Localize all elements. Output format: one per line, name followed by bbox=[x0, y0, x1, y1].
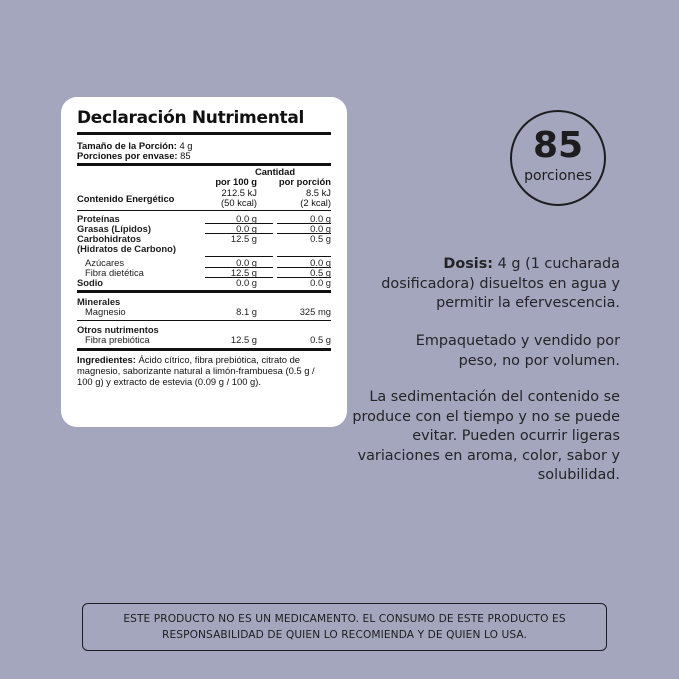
ingredients-label: Ingredientes: bbox=[77, 354, 136, 365]
row-label: Proteínas bbox=[77, 213, 120, 224]
dose-text bbox=[350, 255, 620, 314]
prebiotic-fiber-value-100g: 12.5 g bbox=[230, 334, 257, 345]
ingredients bbox=[77, 351, 331, 387]
energy-per-100g-kcal: (50 kcal) bbox=[221, 197, 257, 208]
row-label: Azúcares bbox=[85, 257, 125, 268]
header-per-portion: por porción bbox=[278, 176, 331, 187]
nutrient-row bbox=[77, 278, 331, 290]
dose-label: Dosis: bbox=[443, 256, 494, 272]
row-label: Grasas (Lípidos) bbox=[77, 223, 151, 234]
row-value-100g: 12.5 g bbox=[230, 267, 257, 278]
servings-label: Porciones por envase: bbox=[77, 150, 178, 161]
row-label: (Hidratos de Carbono) bbox=[77, 243, 176, 254]
servings-line bbox=[77, 151, 331, 161]
row-value-100g: 12.5 g bbox=[230, 233, 257, 244]
disclaimer-box bbox=[82, 603, 607, 651]
energy-per-portion-kj: 8.5 kJ bbox=[305, 187, 331, 198]
row-value-portion: 0.5 g bbox=[310, 267, 331, 278]
disclaimer-line-1: ESTE PRODUCTO NO ES UN MEDICAMENTO. EL CONSUMO DE ESTE PRODUCTO ES bbox=[123, 613, 566, 625]
serving-size-label: Tamaño de la Porción: bbox=[77, 140, 177, 151]
row-value-100g: 0.0 g bbox=[236, 223, 257, 234]
row-value-portion: 0.0 g bbox=[310, 277, 331, 288]
energy-label: Contenido Energético bbox=[77, 193, 175, 204]
magnesium-label: Magnesio bbox=[85, 306, 126, 317]
row-value-100g: 0.0 g bbox=[236, 277, 257, 288]
ingredients-text: Ácido cítrico, fibra prebiótica, citrato de magnesio, saborizante natural a limón-frambuesa (0.5 g / 100 g) y extracto de estevia (0.09 g / 100 g). bbox=[77, 354, 315, 387]
header-per-100g: por 100 g bbox=[215, 176, 257, 187]
prebiotic-fiber-row bbox=[77, 335, 331, 348]
nutrition-label bbox=[61, 97, 347, 427]
prebiotic-fiber-value-portion: 0.5 g bbox=[310, 334, 331, 345]
magnesium-value-100g: 8.1 g bbox=[236, 306, 257, 317]
nutrition-title: Declaración Nutrimental bbox=[77, 107, 331, 135]
row-label: Carbohidratos bbox=[77, 233, 142, 244]
serving-size-value: 4 g bbox=[179, 140, 193, 151]
row-value-portion: 0.0 g bbox=[310, 223, 331, 234]
nutrition-table-header bbox=[77, 166, 331, 211]
row-value-100g: 0.0 g bbox=[236, 257, 257, 268]
nutrient-row bbox=[77, 268, 331, 278]
other-nutrients-section bbox=[77, 321, 331, 351]
magnesium-row bbox=[77, 307, 331, 320]
packaging-note: Empaquetado y vendido por peso, no por volumen. bbox=[415, 333, 620, 369]
row-value-100g: 0.0 g bbox=[236, 213, 257, 224]
other-nutrients-label: Otros nutrimentos bbox=[77, 324, 159, 335]
nutrient-rows bbox=[77, 211, 331, 293]
minerals-label: Minerales bbox=[77, 296, 121, 307]
magnesium-value-portion: 325 mg bbox=[299, 306, 331, 317]
servings-value: 85 bbox=[180, 150, 191, 161]
energy-per-100g-kj: 212.5 kJ bbox=[221, 187, 257, 198]
energy-per-portion-kcal: (2 kcal) bbox=[300, 197, 331, 208]
row-value-portion: 0.0 g bbox=[310, 257, 331, 268]
row-value-portion: 0.0 g bbox=[310, 213, 331, 224]
servings-badge-number: 85 bbox=[532, 125, 584, 166]
header-cantidad: Cantidad bbox=[254, 166, 296, 177]
servings-badge-unit: porciones bbox=[524, 168, 592, 184]
row-label: Fibra dietética bbox=[85, 267, 144, 278]
disclaimer-line-2: RESPONSABILIDAD DE QUIEN LO RECOMIENDA Y DE QUIEN LO USA. bbox=[162, 629, 527, 641]
serving-info bbox=[77, 135, 331, 166]
nutrient-row bbox=[77, 244, 331, 258]
servings-badge bbox=[510, 110, 606, 206]
minerals-section bbox=[77, 293, 331, 321]
row-value-portion: 0.5 g bbox=[310, 233, 331, 244]
row-label: Sodio bbox=[77, 277, 104, 288]
sedimentation-note: La sedimentación del contenido se produce con el tiempo y no se puede evitar. Pueden ocurrir ligeras variaciones en aroma, color, sabor y solubilidad. bbox=[352, 389, 620, 483]
prebiotic-fiber-label: Fibra prebiótica bbox=[85, 334, 150, 345]
dose-description: 4 g (1 cucharada dosificadora) disueltos en agua y permitir la efervescencia. bbox=[381, 256, 620, 311]
